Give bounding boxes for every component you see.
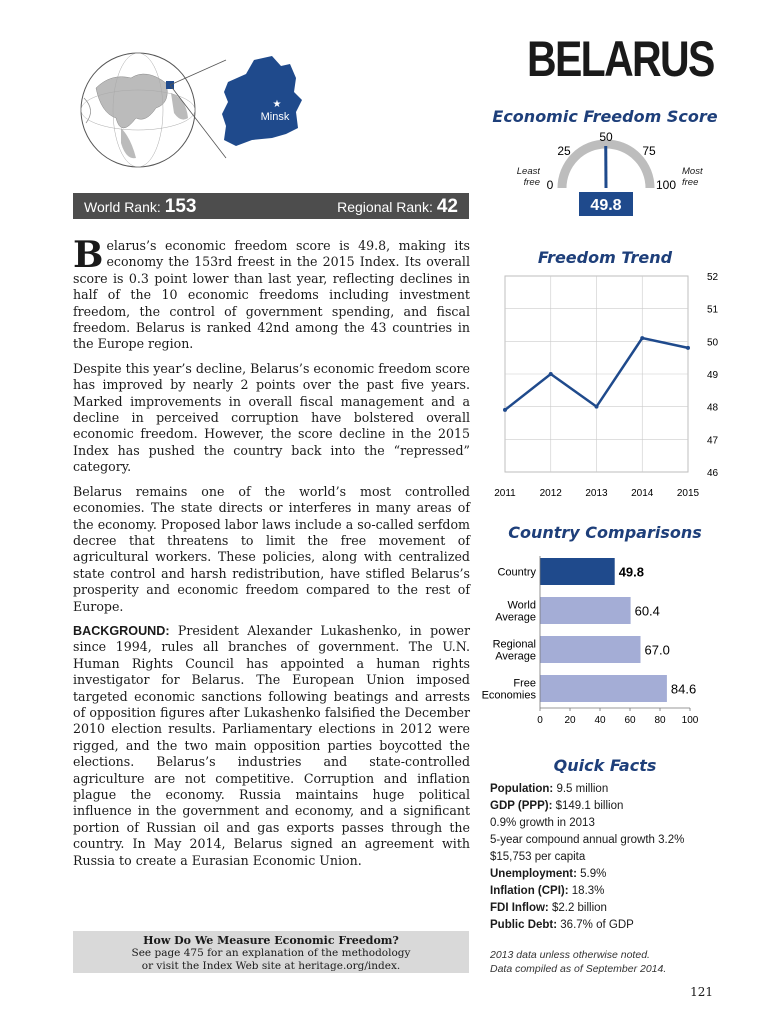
trend-ytick-label: 47 — [707, 435, 719, 447]
quick-fact-label: Public Debt: — [490, 919, 558, 931]
comparison-category-label: World Average — [495, 599, 536, 624]
trend-ytick-label: 50 — [707, 337, 719, 349]
world-rank-value: 153 — [164, 196, 197, 217]
trend-xtick-label: 2014 — [631, 488, 654, 499]
quick-fact-label: Inflation (CPI): — [490, 885, 569, 897]
quick-facts-note — [490, 948, 666, 976]
paragraph-2: Despite this year’s decline, Belarus’s economic freedom score has improved by nearly 2 points over the past five years. Marked improvements in overall fiscal management and a decline in perceived corruption have bolstered overall economic freedom. However, the score decline in the 2015 Index has pushed the country back into the “repressed” category. — [73, 360, 470, 475]
trend-xtick-label: 2012 — [539, 488, 562, 499]
comparison-xtick-label: 60 — [624, 715, 636, 726]
belarus-shape — [222, 56, 302, 146]
quick-fact-row — [490, 849, 710, 866]
trend-ytick-label: 48 — [707, 402, 719, 414]
score-gauge — [490, 128, 720, 220]
least-free-label: Least free — [516, 166, 540, 188]
capital-label: Minsk — [260, 111, 290, 123]
comparison-value-label: 67.0 — [644, 642, 670, 658]
quick-fact-row — [490, 781, 710, 798]
quick-fact-row — [490, 798, 710, 815]
quick-fact-value: 18.3% — [568, 885, 605, 897]
note-line-1: 2013 data unless otherwise noted. — [490, 949, 650, 961]
methodology-line-1: See page 475 for an explanation of the methodology — [131, 947, 411, 959]
background-label: BACKGROUND: — [73, 623, 170, 638]
background-text: President Alexander Lukashenko, in power since 1994, rules all branches of government. The U.N. Human Rights Council has appointed a human rights investigator for Belarus. The European Union imposed targeted economic sanctions following beatings and arrests of opposition figures after Lukashenko falsified the December 2010 election results. Parliamentary elections in 2012 were rigged, and the two main opposition parties boycotted the elections. Belarus’s industries and state-controlled agriculture are not competitive. Corruption and inflation plague the economy. Russia maintains huge political influence in the government and economy, and a significant portion of Russian oil and gas exports passes through the country. In May 2014, Belarus signed an agreement with Russia to create a Eurasian Economic Union. — [73, 622, 470, 868]
methodology-box — [73, 931, 469, 973]
comparison-xtick-label: 80 — [654, 715, 666, 726]
quick-facts-title: Quick Facts — [553, 756, 657, 775]
gauge-tick-100: 100 — [655, 178, 677, 192]
quick-fact-row — [490, 900, 710, 917]
comparison-category-label: Free Economies — [481, 677, 536, 702]
drop-cap: B — [73, 234, 104, 276]
regional-rank-label: Regional Rank: — [337, 199, 433, 215]
score-value: 49.8 — [590, 197, 622, 214]
note-line-2: Data compiled as of September 2014. — [490, 963, 667, 975]
gauge-tick-0: 0 — [546, 178, 554, 192]
gauge-tick-50: 50 — [599, 130, 613, 144]
comparison-value-label: 60.4 — [634, 603, 660, 619]
comparison-value-label: 49.8 — [618, 564, 645, 580]
comparison-category-label: Country — [497, 566, 536, 579]
country-title: BELARUS — [527, 31, 714, 87]
trend-xtick-label: 2015 — [676, 488, 700, 499]
paragraph-background — [73, 623, 470, 869]
locator-map — [76, 48, 306, 190]
quick-fact-value: 36.7% of GDP — [557, 919, 634, 931]
gauge-tick-25: 25 — [557, 144, 571, 158]
globe-icon — [81, 53, 195, 167]
quick-fact-label: FDI Inflow: — [490, 902, 549, 914]
score-title: Economic Freedom Score — [492, 107, 718, 126]
paragraph-1 — [73, 234, 470, 353]
quick-fact-value: 5-year compound annual growth 3.2% — [490, 834, 685, 846]
regional-rank — [337, 196, 458, 218]
trend-point — [640, 336, 644, 340]
quick-fact-row — [490, 815, 710, 832]
most-free-label: Most free — [682, 166, 703, 188]
capital-star-icon: ★ — [272, 99, 282, 110]
comparison-bar — [540, 636, 641, 663]
trend-xtick-label: 2011 — [494, 488, 516, 499]
freedom-trend-chart — [490, 266, 730, 502]
rank-bar — [73, 193, 469, 219]
quick-fact-label: Population: — [490, 783, 554, 795]
gauge-tick-75: 75 — [642, 144, 656, 158]
trend-xtick-label: 2013 — [585, 488, 608, 499]
methodology-line-2: or visit the Index Web site at heritage.org/index. — [141, 960, 401, 972]
quick-fact-value: 5.9% — [576, 868, 607, 880]
comparison-bar — [540, 597, 631, 624]
comparison-xtick-label: 40 — [594, 715, 606, 726]
trend-ytick-label: 46 — [707, 468, 719, 479]
comparison-xtick-label: 100 — [681, 715, 699, 726]
quick-fact-row — [490, 917, 710, 934]
trend-point — [549, 372, 553, 376]
quick-fact-label: Unemployment: — [490, 868, 577, 880]
trend-ytick-label: 52 — [707, 272, 719, 283]
regional-rank-value: 42 — [436, 196, 458, 217]
quick-fact-value: $149.1 billion — [552, 800, 624, 812]
quick-facts-list — [490, 781, 710, 934]
methodology-heading: How Do We Measure Economic Freedom? — [143, 934, 399, 947]
trend-ytick-label: 49 — [707, 370, 719, 381]
quick-fact-row — [490, 866, 710, 883]
article-body — [73, 234, 470, 877]
country-comparison-chart — [478, 552, 728, 728]
quick-fact-value: $15,753 per capita — [490, 851, 586, 863]
trend-ytick-label: 51 — [707, 304, 719, 316]
comparison-bar — [540, 558, 615, 585]
trend-point — [686, 346, 690, 350]
trend-point — [595, 405, 599, 409]
comparison-xtick-label: 0 — [537, 715, 543, 726]
world-rank — [84, 196, 196, 218]
quick-fact-value: $2.2 billion — [548, 902, 607, 914]
page-number: 121 — [690, 985, 713, 999]
quick-fact-value: 9.5 million — [553, 783, 609, 795]
quick-fact-label: GDP (PPP): — [490, 800, 553, 812]
world-rank-label: World Rank: — [84, 199, 161, 215]
quick-fact-row — [490, 832, 710, 849]
comparison-category-label: Regional Average — [492, 638, 536, 663]
comparison-bar — [540, 675, 667, 702]
comparison-value-label: 84.6 — [670, 681, 697, 697]
trend-title: Freedom Trend — [537, 248, 673, 267]
paragraph-3: Belarus remains one of the world’s most controlled economies. The state directs or interferes in many areas of the economy. Proposed labor laws include a so-called serfdom decree that threatens to limit the free movement of agricultural workers. These policies, along with centralized state control and harsh redistribution, have stifled Belarus’s prosperity and economic freedom compared to the rest of Europe. — [73, 483, 470, 614]
comparison-title: Country Comparisons — [508, 523, 702, 542]
comparison-xtick-label: 20 — [564, 715, 576, 726]
quick-fact-row — [490, 883, 710, 900]
paragraph-1-text: elarus’s economic freedom score is 49.8, making its economy the 153rd freest in the 2015 Index. Its overall score is 0.3 point lower than last year, reflecting declines in half of the 10 economic freedoms including investment freedom, the control of government spending, and fiscal freedom. Belarus is ranked 42nd among the 43 countries in the Europe region. — [73, 238, 470, 352]
trend-point — [503, 408, 507, 412]
quick-fact-value: 0.9% growth in 2013 — [490, 817, 595, 829]
